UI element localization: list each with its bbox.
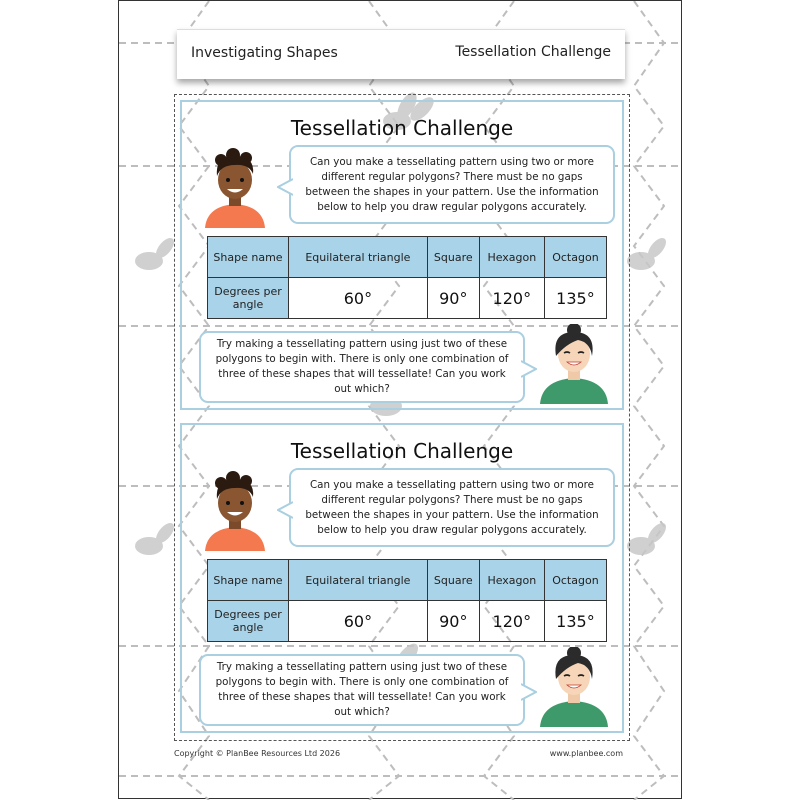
table-cell: 120° <box>479 601 544 642</box>
girl-avatar-icon <box>538 324 610 404</box>
hint-text: Try making a tessellating pattern using just two of these polygons to begin with. There is only one combination of three of these shapes that will tessellate! Can you work out which? <box>215 661 509 718</box>
girl-avatar-icon <box>538 647 610 727</box>
table-cell: 90° <box>427 278 479 319</box>
bee-watermark-icon <box>135 235 177 270</box>
website-link[interactable]: www.planbee.com <box>549 749 623 758</box>
table-row-label: Degrees per angle <box>208 601 289 642</box>
polygon-angle-table <box>207 236 607 319</box>
table-header-cell: Shape name <box>208 560 289 601</box>
cut-out-sheet <box>174 94 630 741</box>
table-header-row <box>208 237 607 278</box>
question-text: Can you make a tessellating pattern using two or more different regular polygons? There must be no gaps between the shapes in your pattern. Use the information below to help you draw regular polygons accurately. <box>305 155 599 213</box>
question-speech-bubble <box>289 468 615 547</box>
challenge-card <box>180 423 624 733</box>
table-row <box>208 278 607 319</box>
boy-avatar-icon <box>199 148 271 228</box>
hint-speech-bubble <box>199 654 525 726</box>
table-cell: 120° <box>479 278 544 319</box>
lesson-title: Tessellation Challenge <box>455 44 611 60</box>
bee-watermark-icon <box>135 520 177 555</box>
header-banner <box>177 29 625 79</box>
table-row <box>208 601 607 642</box>
table-header-cell: Hexagon <box>479 560 544 601</box>
hint-speech-bubble <box>199 331 525 403</box>
table-header-cell: Octagon <box>544 237 606 278</box>
table-cell: 135° <box>544 278 606 319</box>
table-header-cell: Hexagon <box>479 237 544 278</box>
hint-text: Try making a tessellating pattern using just two of these polygons to begin with. There is only one combination of three of these shapes that will tessellate! Can you work out which? <box>215 338 509 395</box>
unit-title: Investigating Shapes <box>191 45 338 61</box>
table-header-cell: Square <box>427 560 479 601</box>
worksheet-page <box>118 0 682 799</box>
card-title: Tessellation Challenge <box>290 439 514 463</box>
boy-avatar-icon <box>199 471 271 551</box>
table-row-label: Degrees per angle <box>208 278 289 319</box>
table-cell: 90° <box>427 601 479 642</box>
polygon-angle-table <box>207 559 607 642</box>
table-header-cell: Square <box>427 237 479 278</box>
question-text: Can you make a tessellating pattern using two or more different regular polygons? There must be no gaps between the shapes in your pattern. Use the information below to help you draw regular polygons accurately. <box>305 478 599 536</box>
question-speech-bubble <box>289 145 615 224</box>
table-header-row <box>208 560 607 601</box>
challenge-card <box>180 100 624 410</box>
table-cell: 60° <box>289 601 428 642</box>
copyright-notice: Copyright © PlanBee Resources Ltd 2026 <box>174 749 341 758</box>
table-cell: 60° <box>289 278 428 319</box>
table-header-cell: Octagon <box>544 560 606 601</box>
bee-watermark-icon <box>627 520 669 555</box>
table-header-cell: Shape name <box>208 237 289 278</box>
bee-watermark-icon <box>627 235 669 270</box>
table-header-cell: Equilateral triangle <box>289 237 428 278</box>
table-cell: 135° <box>544 601 606 642</box>
card-title: Tessellation Challenge <box>290 116 514 140</box>
table-header-cell: Equilateral triangle <box>289 560 428 601</box>
